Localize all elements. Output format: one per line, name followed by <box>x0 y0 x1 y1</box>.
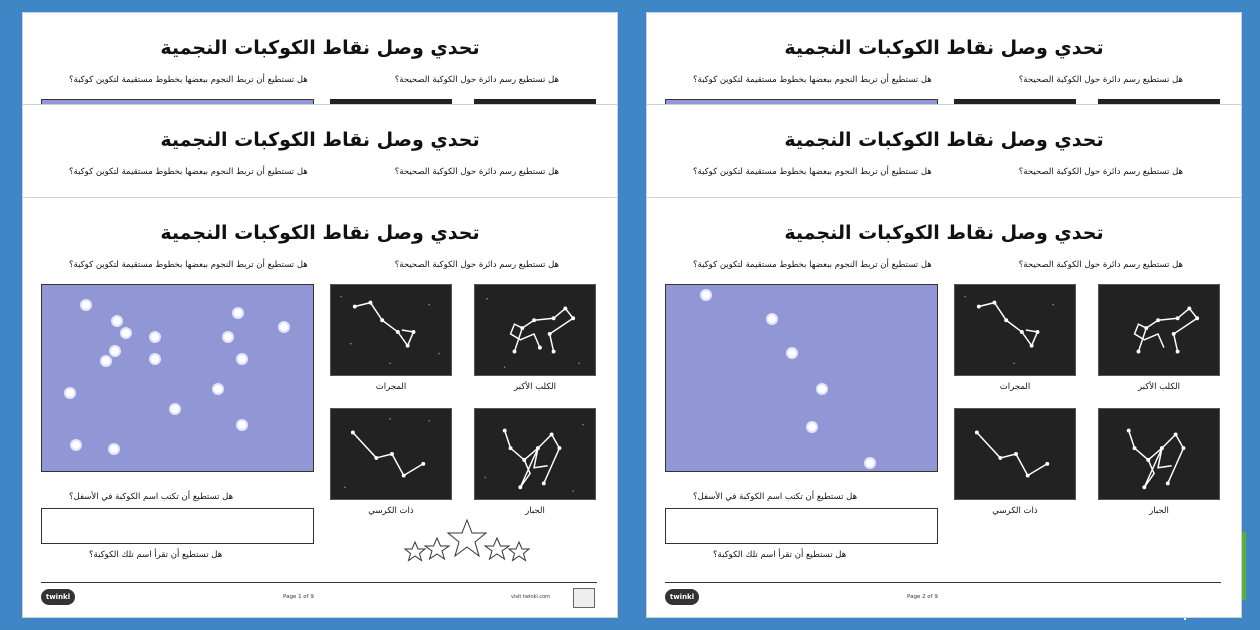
question-read: هل تستطيع أن تقرأ اسم تلك الكوكبة؟ <box>89 550 223 560</box>
question-read: هل تستطيع أن تقرأ اسم تلك الكوكبة؟ <box>713 550 847 560</box>
sky-panel <box>665 284 938 472</box>
question-join: هل تستطيع أن تربط النجوم ببعضها بخطوط مستقيمة لتكوين كوكبة؟ <box>693 167 932 177</box>
visit-link: visit twinkl.com <box>511 594 551 600</box>
worksheet-title: تحدي وصل نقاط الكوكبات النجمية <box>160 129 480 151</box>
worksheet-title: تحدي وصل نقاط الكوكبات النجمية <box>784 222 1104 244</box>
footer-line <box>41 582 597 583</box>
constellation-card[interactable] <box>954 408 1076 500</box>
constellation-name: الكلب الأكبر <box>1137 382 1181 392</box>
constellation-milky-way-icon <box>331 285 451 375</box>
constellation-card[interactable] <box>330 408 452 500</box>
constellation-name: المجرات <box>375 382 407 392</box>
question-write: هل تستطيع أن تكتب اسم الكوكبة في الأسفل؟ <box>693 492 858 502</box>
sky-panel <box>41 284 314 472</box>
constellation-card[interactable] <box>1098 284 1220 376</box>
worksheet-title: تحدي وصل نقاط الكوكبات النجمية <box>784 37 1104 59</box>
worksheet-stack-left <box>22 12 618 618</box>
constellation-canis-major-icon <box>475 285 595 375</box>
constellation-card[interactable] <box>1098 408 1220 500</box>
twinkl-logo: twinkl <box>41 589 75 605</box>
question-write: هل تستطيع أن تكتب اسم الكوكبة في الأسفل؟ <box>69 492 234 502</box>
constellation-orion-icon <box>1099 409 1219 499</box>
constellation-name: الجبار <box>1149 506 1169 516</box>
question-join: هل تستطيع أن تربط النجوم ببعضها بخطوط مستقيمة لتكوين كوكبة؟ <box>693 260 932 270</box>
constellation-cassiopeia-icon <box>331 409 451 499</box>
question-circle: هل تستطيع رسم دائرة حول الكوكبة الصحيحة؟ <box>394 260 559 270</box>
constellation-card[interactable] <box>474 284 596 376</box>
worksheet-stack-right <box>646 12 1242 618</box>
constellation-canis-major-icon <box>1099 285 1219 375</box>
constellation-card[interactable] <box>330 284 452 376</box>
star-dots <box>42 285 315 473</box>
star-rating-icon <box>401 516 531 564</box>
constellation-name: ذات الكرسي <box>992 506 1038 516</box>
question-circle: هل تستطيع رسم دائرة حول الكوكبة الصحيحة؟ <box>394 75 559 85</box>
constellation-cards <box>954 284 1220 514</box>
worksheet-title: تحدي وصل نقاط الكوكبات النجمية <box>784 129 1104 151</box>
constellation-card[interactable] <box>474 408 596 500</box>
question-join: هل تستطيع أن تربط النجوم ببعضها بخطوط مستقيمة لتكوين كوكبة؟ <box>693 75 932 85</box>
constellation-name: المجرات <box>999 382 1031 392</box>
page-number: Page 1 of 9 <box>283 594 314 600</box>
worksheet-title: تحدي وصل نقاط الكوكبات النجمية <box>160 222 480 244</box>
constellation-orion-icon <box>475 409 595 499</box>
constellation-cards <box>330 284 596 514</box>
footer-line <box>665 582 1221 583</box>
quality-badge-icon <box>573 588 595 608</box>
question-join: هل تستطيع أن تربط النجوم ببعضها بخطوط مستقيمة لتكوين كوكبة؟ <box>69 167 308 177</box>
question-circle: هل تستطيع رسم دائرة حول الكوكبة الصحيحة؟ <box>1018 260 1183 270</box>
twinkl-logo: twinkl <box>665 589 699 605</box>
constellation-milky-way-icon <box>955 285 1075 375</box>
constellation-card[interactable] <box>954 284 1076 376</box>
question-join: هل تستطيع أن تربط النجوم ببعضها بخطوط مستقيمة لتكوين كوكبة؟ <box>69 75 308 85</box>
question-circle: هل تستطيع رسم دائرة حول الكوكبة الصحيحة؟ <box>1018 75 1183 85</box>
answer-box[interactable] <box>665 508 938 544</box>
constellation-name: ذات الكرسي <box>368 506 414 516</box>
answer-box[interactable] <box>41 508 314 544</box>
question-join: هل تستطيع أن تربط النجوم ببعضها بخطوط مستقيمة لتكوين كوكبة؟ <box>69 260 308 270</box>
question-circle: هل تستطيع رسم دائرة حول الكوكبة الصحيحة؟ <box>394 167 559 177</box>
constellation-cassiopeia-icon <box>955 409 1075 499</box>
constellation-name: الكلب الأكبر <box>513 382 557 392</box>
worksheet-page-front <box>646 197 1242 618</box>
page-number: Page 2 of 9 <box>907 594 938 600</box>
constellation-name: الجبار <box>525 506 545 516</box>
question-circle: هل تستطيع رسم دائرة حول الكوكبة الصحيحة؟ <box>1018 167 1183 177</box>
worksheet-title: تحدي وصل نقاط الكوكبات النجمية <box>160 37 480 59</box>
worksheet-page-front <box>22 197 618 618</box>
star-dots <box>666 285 939 473</box>
